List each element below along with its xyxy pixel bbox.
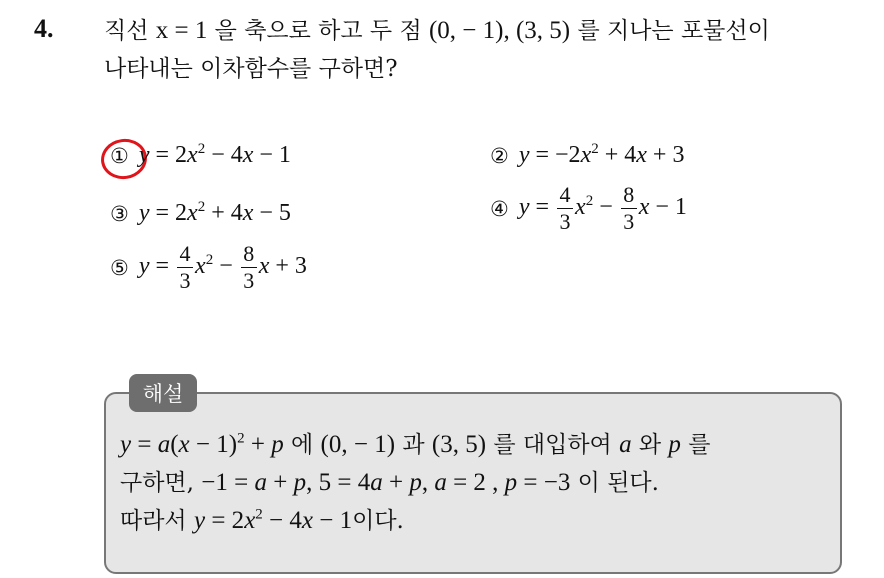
- option-5[interactable]: [110, 243, 307, 292]
- sol-text: 를 대입하여: [486, 432, 620, 458]
- fraction-8-3: $\frac{8}{3}$: [241, 243, 257, 292]
- sol-var-p: p: [668, 431, 681, 458]
- q-math-points: (0, − 1), (3, 5): [428, 17, 571, 44]
- option-4[interactable]: [490, 184, 687, 233]
- option-1-number: ①: [110, 143, 129, 168]
- sol-formula: $y = a(x - 1)^2 + p$: [120, 430, 284, 458]
- option-2[interactable]: [490, 142, 684, 169]
- q-math-axis: x = 1: [155, 17, 208, 44]
- sol-text: 이 된다.: [570, 470, 659, 496]
- solution-text: [120, 426, 840, 540]
- sol-text: 과: [395, 432, 432, 458]
- option-5-number: ⑤: [110, 255, 129, 280]
- sol-text: 를: [680, 432, 711, 458]
- sol-text: 와: [631, 432, 669, 458]
- option-2-number: ②: [490, 143, 509, 168]
- option-3-expression: $y = 2x^2 + 4x - 5$: [138, 199, 291, 226]
- option-4-number: ④: [490, 196, 509, 221]
- q-text-2: 을 축으로 하고 두 점: [207, 18, 429, 44]
- sol-point-2: (3, 5): [431, 431, 487, 458]
- sol-answer: $y = 2x^2 - 4x - 1$: [193, 506, 353, 534]
- option-3[interactable]: [110, 200, 291, 227]
- fraction-8-3: $\frac{8}{3}$: [621, 184, 637, 233]
- sol-text: 에: [283, 432, 321, 458]
- option-5-expression: y = $\frac{4}{3}$ $x^2$ − $\frac{8}{3}$ x + 3: [138, 241, 307, 293]
- sol-text: 따라서: [120, 508, 194, 534]
- solution-tag: 해설: [129, 374, 197, 412]
- option-2-expression: $y = -2x^2 + 4x + 3$: [518, 141, 685, 168]
- option-3-number: ③: [110, 201, 129, 226]
- question-text: [104, 12, 874, 88]
- sol-equations: −1 = a + p, 5 = 4a + p, a = 2 , p = −3: [201, 469, 571, 496]
- fraction-4-3: $\frac{4}{3}$: [557, 184, 573, 233]
- option-4-expression: y = $\frac{4}{3}$ $x^2$ − $\frac{8}{3}$ x − 1: [518, 182, 687, 234]
- q-text-4: 나타내는 이차함수를 구하면?: [104, 56, 398, 82]
- q-text-1: 직선: [104, 18, 156, 44]
- option-1-expression: $y = 2x^2 - 4x - 1$: [138, 141, 291, 168]
- sol-text: 이다.: [352, 508, 404, 534]
- q-text-3: 를 지나는 포물선이: [570, 18, 770, 44]
- sol-point-1: (0, − 1): [320, 431, 396, 458]
- sol-text: 구하면,: [120, 470, 202, 496]
- sol-var-a: a: [619, 431, 632, 458]
- option-1[interactable]: [110, 142, 291, 169]
- fraction-4-3: $\frac{4}{3}$: [177, 243, 193, 292]
- question-number: 4.: [34, 14, 54, 43]
